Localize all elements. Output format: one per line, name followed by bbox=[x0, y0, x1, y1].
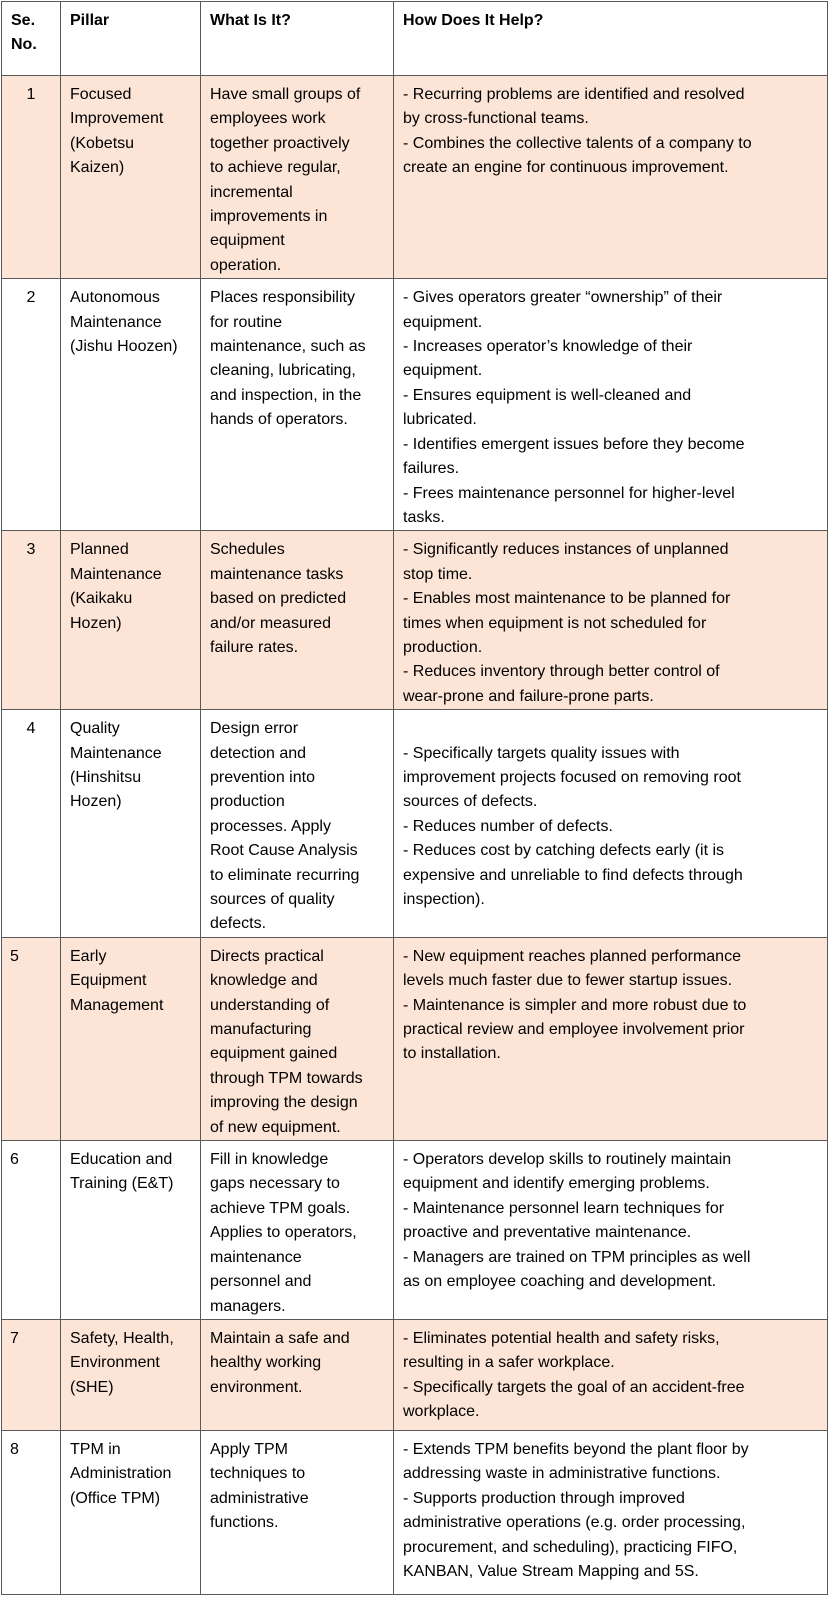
how-does-it-help: - New equipment reaches planned performance levels much faster due to fewer startup issues. - Maintenance is simpler and more robust due to practical review and employee involvement prior to installation. bbox=[394, 937, 828, 1140]
pillar-name: Early Equipment Management bbox=[61, 937, 201, 1140]
pillar-name: Autonomous Maintenance (Jishu Hoozen) bbox=[61, 279, 201, 531]
table-row bbox=[2, 937, 828, 1140]
what-is-it: Apply TPM techniques to administrative functions. bbox=[201, 1430, 394, 1594]
how-does-it-help: - Specifically targets quality issues with improvement projects focused on removing root sources of defects. - Reduces number of defects. - Reduces cost by catching defects early (it is expensive and unreliable to find defects through inspection). bbox=[394, 710, 828, 938]
what-is-it: Places responsibility for routine maintenance, such as cleaning, lubricating, and inspection, in the hands of operators. bbox=[201, 279, 394, 531]
pillar-name: Education and Training (E&T) bbox=[61, 1141, 201, 1320]
how-does-it-help: - Extends TPM benefits beyond the plant floor by addressing waste in administrative functions. - Supports production through improved administrative operations (e.g. order processing, procurement, and scheduling), practicing FIFO, KANBAN, Value Stream Mapping and 5S. bbox=[394, 1430, 828, 1594]
table-row bbox=[2, 710, 828, 938]
what-is-it: Have small groups of employees work together proactively to achieve regular, incremental improvements in equipment operation. bbox=[201, 76, 394, 279]
how-does-it-help: - Significantly reduces instances of unplanned stop time. - Enables most maintenance to be planned for times when equipment is not scheduled for production. - Reduces inventory through better control of wear-prone and failure-prone parts. bbox=[394, 531, 828, 710]
table-row bbox=[2, 76, 828, 279]
what-is-it: Directs practical knowledge and understanding of manufacturing equipment gained through TPM towards improving the design of new equipment. bbox=[201, 937, 394, 1140]
serial-no: 6 bbox=[2, 1141, 61, 1320]
pillar-name: Safety, Health, Environment (SHE) bbox=[61, 1319, 201, 1430]
serial-no: 1 bbox=[2, 76, 61, 279]
what-is-it: Schedules maintenance tasks based on predicted and/or measured failure rates. bbox=[201, 531, 394, 710]
header-how-does-it-help: How Does It Help? bbox=[394, 2, 828, 76]
serial-no: 7 bbox=[2, 1319, 61, 1430]
header-row bbox=[2, 2, 828, 76]
pillar-name: TPM in Administration (Office TPM) bbox=[61, 1430, 201, 1594]
table-row bbox=[2, 531, 828, 710]
header-pillar: Pillar bbox=[61, 2, 201, 76]
table-row bbox=[2, 1319, 828, 1430]
serial-no: 2 bbox=[2, 279, 61, 531]
serial-no: 5 bbox=[2, 937, 61, 1140]
what-is-it: Maintain a safe and healthy working environment. bbox=[201, 1319, 394, 1430]
how-does-it-help: - Eliminates potential health and safety risks, resulting in a safer workplace. - Specifically targets the goal of an accident-free workplace. bbox=[394, 1319, 828, 1430]
pillar-name: Focused Improvement (Kobetsu Kaizen) bbox=[61, 76, 201, 279]
serial-no: 4 bbox=[2, 710, 61, 938]
what-is-it: Design error detection and prevention into production processes. Apply Root Cause Analysis to eliminate recurring sources of quality defects. bbox=[201, 710, 394, 938]
how-does-it-help: - Recurring problems are identified and resolved by cross-functional teams. - Combines the collective talents of a company to create an engine for continuous improvement. bbox=[394, 76, 828, 279]
header-what-is-it: What Is It? bbox=[201, 2, 394, 76]
what-is-it: Fill in knowledge gaps necessary to achieve TPM goals. Applies to operators, maintenance personnel and managers. bbox=[201, 1141, 394, 1320]
tpm-pillars-table bbox=[1, 1, 828, 1595]
table-row bbox=[2, 1141, 828, 1320]
serial-no: 8 bbox=[2, 1430, 61, 1594]
serial-no: 3 bbox=[2, 531, 61, 710]
table-row bbox=[2, 279, 828, 531]
table-row bbox=[2, 1430, 828, 1594]
how-does-it-help: - Operators develop skills to routinely maintain equipment and identify emerging problems. - Maintenance personnel learn techniques for proactive and preventative maintenance. - Managers are trained on TPM principles as well as on employee coaching and development. bbox=[394, 1141, 828, 1320]
pillar-name: Planned Maintenance (Kaikaku Hozen) bbox=[61, 531, 201, 710]
how-does-it-help: - Gives operators greater “ownership” of their equipment. - Increases operator’s knowledge of their equipment. - Ensures equipment is well-cleaned and lubricated. - Identifies emergent issues before they become failures. - Frees maintenance personnel for higher-level tasks. bbox=[394, 279, 828, 531]
pillar-name: Quality Maintenance (Hinshitsu Hozen) bbox=[61, 710, 201, 938]
header-serial-no: Se. No. bbox=[2, 2, 61, 76]
